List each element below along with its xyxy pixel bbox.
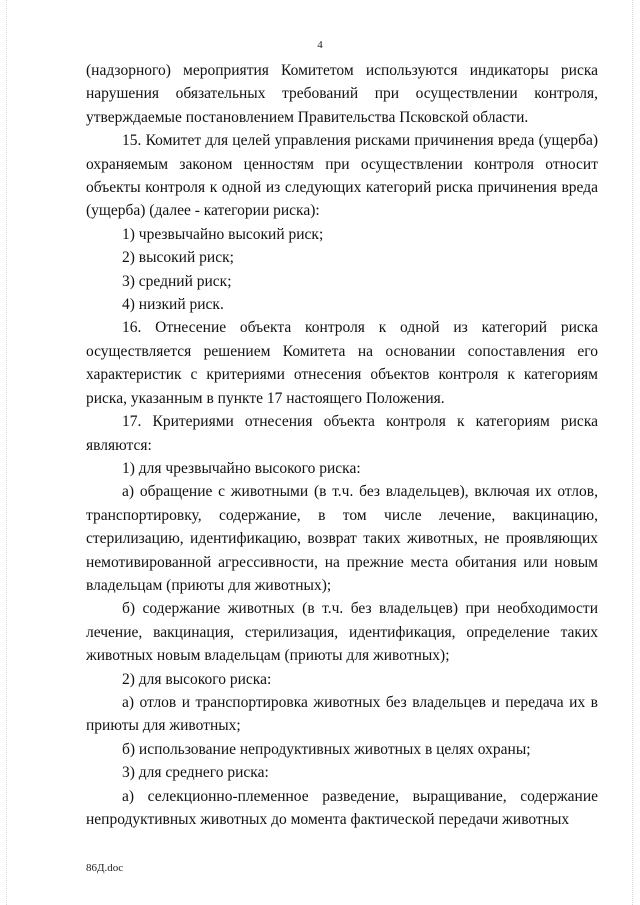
paragraph: (надзорного) мероприятия Комитетом используются индикаторы риска нарушения обязательных требований при осуществлении контроля, утверждаемые постановлением Правительства Псковской области. — [86, 62, 598, 126]
scan-edge-right — [632, 0, 634, 905]
paragraph: 17. Критериями отнесения объекта контроля к категориям риска являются: — [86, 413, 598, 454]
paragraph: а) селекционно-племенное разведение, выращивание, содержание непродуктивных животных до момента фактической передачи животных — [86, 787, 598, 828]
paragraph: 1) для чрезвычайно высокого риска: — [122, 459, 361, 477]
document-body — [86, 59, 598, 831]
paragraph: 3) для среднего риска: — [122, 764, 269, 782]
footer-filename: 86Д.doc — [86, 862, 124, 874]
paragraph: б) использование непродуктивных животных в целях охраны; — [122, 740, 531, 758]
paragraph: 15. Комитет для целей управления рисками причинения вреда (ущерба) охраняемым законом ценностям при осуществлении контроля относит объекты контроля к одной из следующих категорий риска причинения вреда (ущерба) (далее - категории риска): — [86, 132, 598, 220]
paragraph: 16. Отнесение объекта контроля к одной из категорий риска осуществляется решением Комитета на основании сопоставления его характеристик с критериями отнесения объектов контроля к категориям риска, указанным в пункте 17 настоящего Положения. — [86, 319, 598, 407]
paragraph: 4) низкий риск. — [122, 296, 224, 314]
paragraph: 1) чрезвычайно высокий риск; — [122, 225, 324, 243]
paragraph: а) обращение с животными (в т.ч. без владельцев), включая их отлов, транспортировку, содержание, в том числе лечение, вакцинацию, стерилизацию, идентификацию, возврат таких животных, не проявляющих немотивированной агрессивности, на прежние места обитания или новым владельцам (приюты для животных); — [86, 483, 598, 594]
paragraph: 2) для высокого риска: — [122, 670, 272, 688]
paragraph: а) отлов и транспортировка животных без владельцев и передача их в приюты для животных; — [86, 693, 598, 735]
paragraph: 3) средний риск; — [122, 272, 232, 290]
page-number: 4 — [317, 39, 323, 51]
scan-edge-left — [6, 0, 8, 905]
paragraph: б) содержание животных (в т.ч. без владельцев) при необходимости лечение, вакцинация, стерилизация, идентификация, определение таких животных новым владельцам (приюты для животных); — [86, 600, 598, 665]
paragraph: 2) высокий риск; — [122, 249, 234, 267]
